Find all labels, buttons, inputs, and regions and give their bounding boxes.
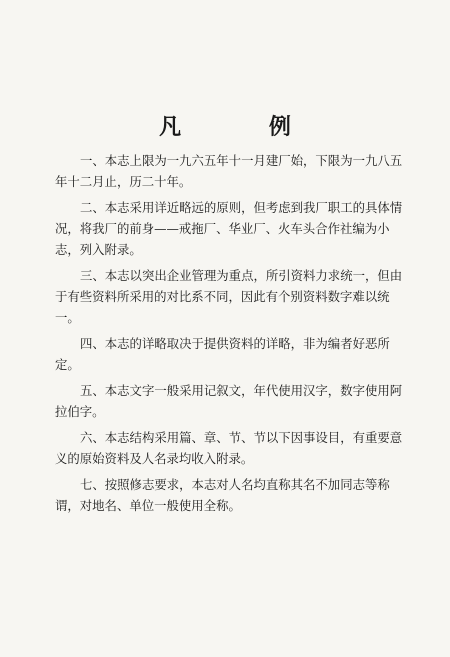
note-item-2: 二、本志采用详近略远的原则，但考虑到我厂职工的具体情况，将我厂的前身——戒拖厂、华业厂、火车头合作社编为小志，列入附录。 xyxy=(55,200,403,257)
note-item-4: 四、本志的详略取决于提供资料的详略，非为编者好恶所定。 xyxy=(55,336,390,372)
note-item-3: 三、本志以突出企业管理为重点，所引资料力求统一，但由于有些资料所采用的对比系不同，因此有个别资料数字难以统一。 xyxy=(55,268,403,325)
note-item-5: 五、本志文字一般采用记叙文，年代使用汉字，数字使用阿拉伯字。 xyxy=(55,383,403,419)
page-title: 凡 例 xyxy=(159,114,331,140)
notes-list xyxy=(55,150,405,521)
note-item-7: 七、按照修志要求，本志对人名均直称其名不加同志等称谓，对地名、单位一般使用全称。 xyxy=(55,477,390,513)
note-item-1: 一、本志上限为一九六五年十一月建厂始，下限为一九八五年十二月止，历二十年。 xyxy=(55,153,403,189)
note-item-6: 六、本志结构采用篇、章、节、节以下因事设目，有重要意义的原始资料及人名录均收入附录。 xyxy=(55,430,403,466)
